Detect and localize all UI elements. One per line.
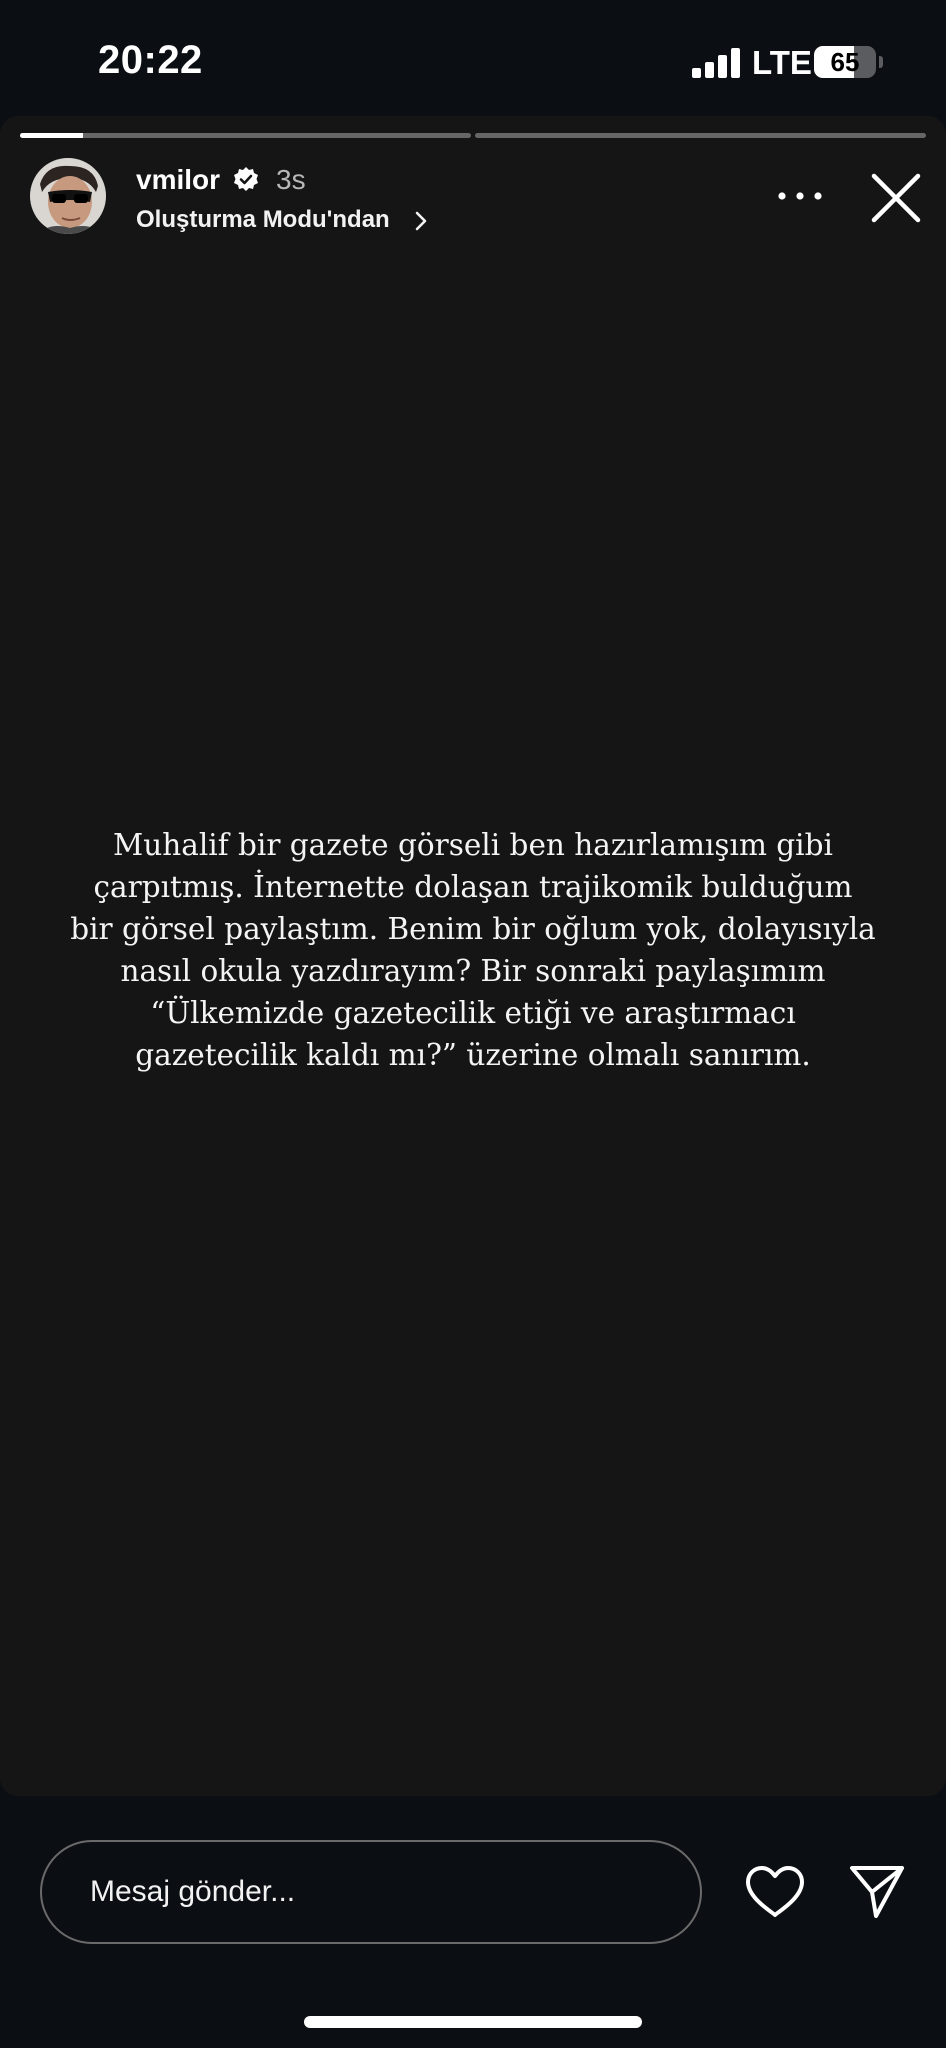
story-card[interactable]: [0, 116, 946, 1796]
home-indicator: [304, 2016, 642, 2028]
close-icon[interactable]: [870, 172, 922, 224]
message-input[interactable]: [40, 1840, 702, 1944]
story-progress: [20, 133, 926, 138]
send-icon[interactable]: [848, 1862, 906, 1920]
post-time: 3s: [276, 164, 306, 195]
network-type: LTE: [752, 44, 812, 81]
avatar[interactable]: [30, 158, 106, 234]
verified-badge-icon: [232, 166, 260, 194]
story-text: Muhalif bir gazete görseli ben hazırlamışım gibi çarpıtmış. İnternette dolaşan trajikomik bulduğum bir görsel paylaştım. Benim bir oğlum yok, dolayısıyla nasıl okula yazdırayım? Bir sonraki paylaşımım “Ülkemizde gazetecilik etiği ve araştırmacı gazetecilik kaldı mı?” üzerine olmalı sanırım.: [70, 828, 876, 1072]
progress-segment: [475, 133, 926, 138]
source-link[interactable]: Oluşturma Modu'ndan: [136, 206, 390, 233]
progress-fill: [20, 133, 83, 138]
battery-tip: [879, 56, 883, 68]
status-time: 20:22: [98, 38, 203, 82]
battery-icon: [814, 46, 876, 78]
progress-segment: [20, 133, 471, 138]
cellular-signal-icon: [692, 48, 740, 78]
chevron-right-icon: [414, 210, 428, 232]
battery-level: 65: [830, 47, 860, 77]
more-horizontal-icon[interactable]: [776, 188, 824, 204]
status-bar: [0, 0, 946, 120]
username[interactable]: vmilor: [136, 164, 221, 195]
heart-icon[interactable]: [744, 1864, 806, 1920]
